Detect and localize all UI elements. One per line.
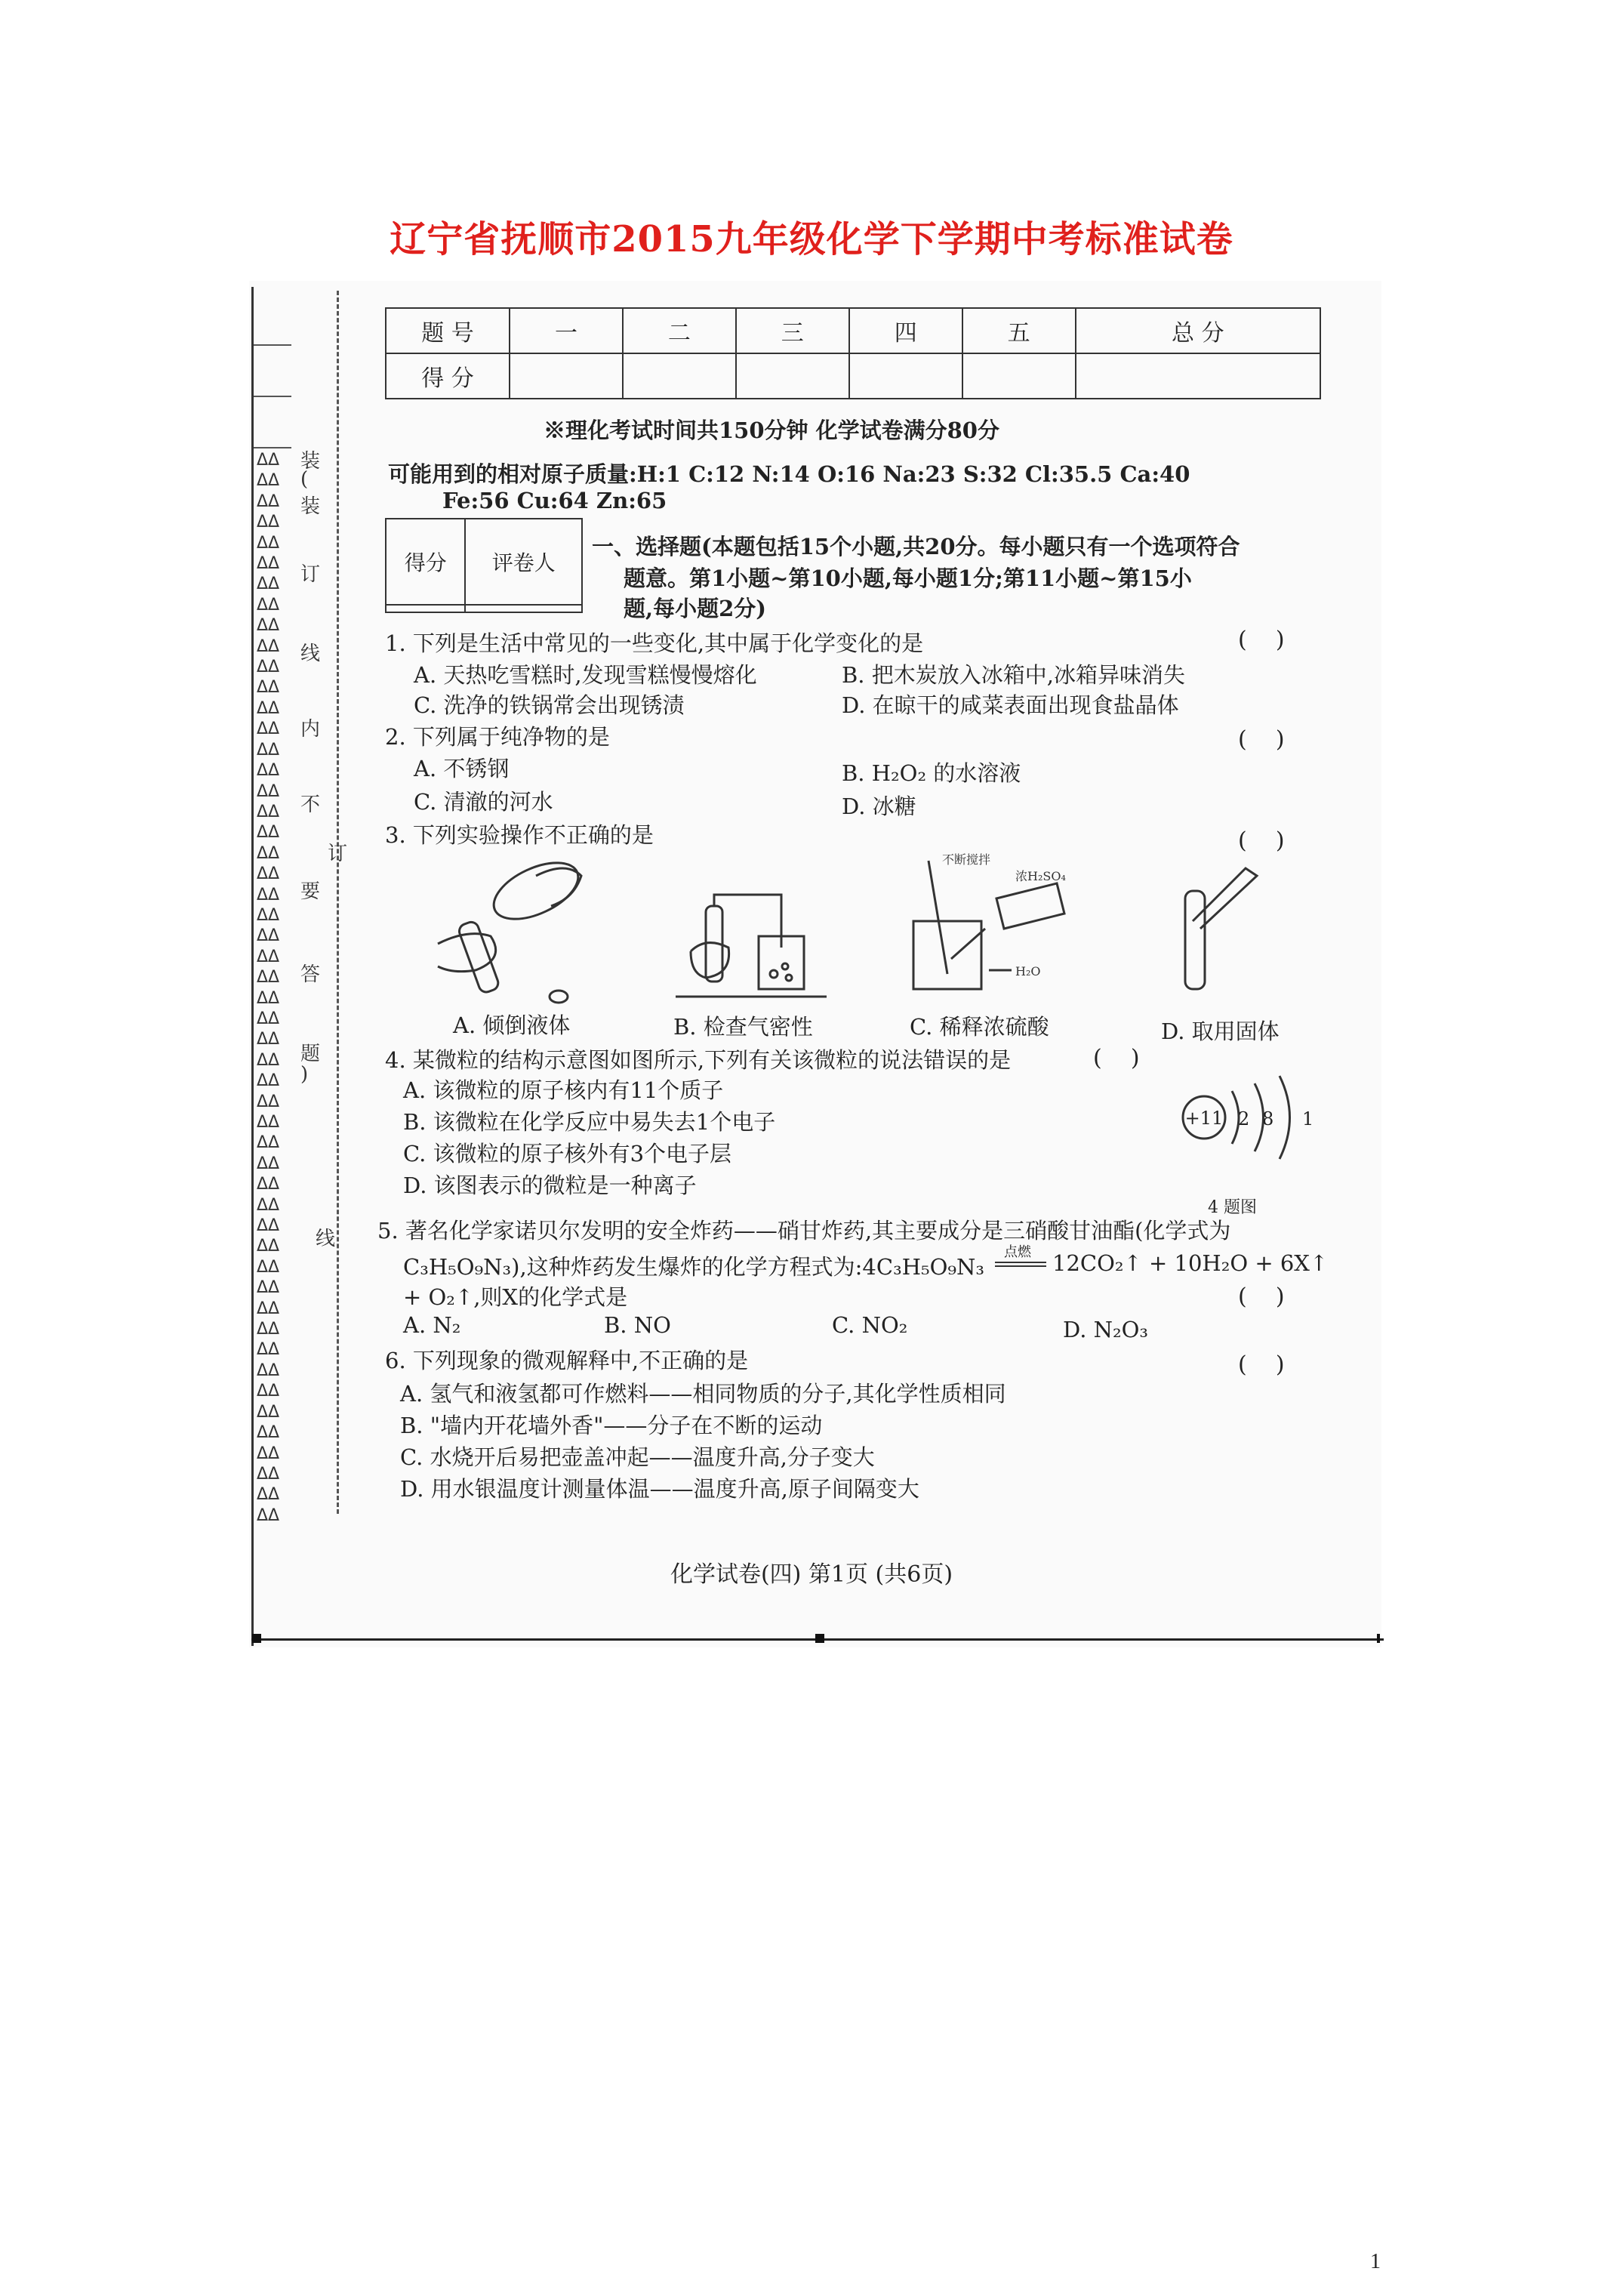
pour-liquid-diagram bbox=[423, 846, 619, 1012]
binding-char: 不 bbox=[300, 794, 321, 816]
reagent-bottle-icon bbox=[485, 851, 587, 930]
atom-structure-diagram bbox=[1178, 1072, 1329, 1178]
question-5-question: + O₂↑,则X的化学式是 bbox=[403, 1284, 628, 1310]
page-footer: 化学试卷(四) 第1页 (共6页) bbox=[670, 1561, 953, 1588]
electron-shell-arc bbox=[1280, 1076, 1290, 1159]
section-one-heading: 一、选择题(本题包括15个小题,共20分。每小题只有一个选项符合 bbox=[592, 534, 1240, 559]
grader-name-cell[interactable] bbox=[465, 605, 582, 612]
binding-char: 订 bbox=[300, 563, 321, 586]
grader-score-label: 得分 bbox=[386, 519, 465, 605]
shell-electrons: 2 bbox=[1238, 1108, 1250, 1130]
question-1-option-c: C. 洗净的铁锅常会出现锈渍 bbox=[414, 692, 685, 718]
score-header-cell: 四 bbox=[849, 308, 962, 353]
score-header-cell: 三 bbox=[736, 308, 849, 353]
question-5-option-b: B. NO bbox=[604, 1312, 671, 1338]
label-water: H₂O bbox=[1015, 964, 1041, 978]
delivery-tube-icon bbox=[714, 895, 781, 948]
answer-paren[interactable]: ( ) bbox=[1238, 1284, 1285, 1310]
question-5-option-d: D. N₂O₃ bbox=[1063, 1317, 1149, 1342]
question-5-option-c: C. NO₂ bbox=[832, 1312, 908, 1338]
answer-paren[interactable]: ( ) bbox=[1238, 1351, 1285, 1378]
grader-name-label: 评卷人 bbox=[465, 519, 582, 605]
score-cell[interactable] bbox=[962, 353, 1076, 399]
label-stir: 不断搅拌 bbox=[942, 852, 991, 867]
question-2-option-d: D. 冰糖 bbox=[842, 794, 916, 819]
equals-sign bbox=[993, 1261, 1048, 1268]
score-header-cell: 五 bbox=[962, 308, 1076, 353]
binding-char: 内 bbox=[300, 718, 321, 741]
score-header-cell: 一 bbox=[510, 308, 623, 353]
spatula-icon bbox=[1193, 868, 1257, 929]
answer-paren[interactable]: ( ) bbox=[1238, 726, 1285, 753]
registration-mark bbox=[1377, 1634, 1380, 1643]
question-1-option-d: D. 在晾干的咸菜表面出现食盐晶体 bbox=[842, 692, 1179, 718]
question-6-option-d: D. 用水银温度计测量体温——温度升高,原子间隔变大 bbox=[400, 1476, 919, 1502]
binding-char: ) bbox=[300, 1063, 309, 1086]
question-1-option-a: A. 天热吃雪糕时,发现雪糕慢慢熔化 bbox=[414, 662, 757, 688]
student-info-boxes bbox=[254, 294, 291, 449]
question-5-option-a: A. N₂ bbox=[403, 1312, 461, 1338]
grader-score-cell[interactable] bbox=[386, 605, 465, 612]
shell-electrons: 8 bbox=[1262, 1108, 1274, 1130]
figure-caption: 4 题图 bbox=[1208, 1198, 1257, 1217]
binding-char: 答 bbox=[300, 963, 321, 986]
question-6-option-a: A. 氢气和液氢都可作燃料——相同物质的分子,其化学性质相同 bbox=[400, 1381, 1006, 1407]
question-2-option-a: A. 不锈钢 bbox=[414, 756, 510, 781]
section-one-heading: 题,每小题2分) bbox=[624, 596, 766, 621]
binding-char: 装 bbox=[300, 450, 321, 473]
binding-char: 线 bbox=[300, 643, 321, 665]
question-4-option-b: B. 该微粒在化学反应中易失去1个电子 bbox=[403, 1109, 776, 1135]
question-2-option-c: C. 清澈的河水 bbox=[414, 789, 553, 815]
score-cell[interactable] bbox=[736, 353, 849, 399]
reaction-condition: 点燃 bbox=[1004, 1244, 1031, 1260]
registration-mark bbox=[252, 1634, 261, 1643]
question-3-option-a: A. 倾倒液体 bbox=[453, 1012, 571, 1038]
binding-char: 订 bbox=[328, 843, 348, 865]
answer-paren[interactable]: ( ) bbox=[1093, 1045, 1140, 1071]
dilute-acid-diagram bbox=[906, 853, 1079, 1004]
test-tube-icon bbox=[1185, 891, 1205, 989]
answer-paren[interactable]: ( ) bbox=[1238, 627, 1285, 653]
score-row-label: 得 分 bbox=[386, 353, 510, 399]
glass-rod-icon bbox=[929, 861, 947, 974]
take-solid-diagram bbox=[1163, 861, 1268, 997]
question-3-stem: 3. 下列实验操作不正确的是 bbox=[385, 822, 654, 848]
question-3-option-c: C. 稀释浓硫酸 bbox=[910, 1014, 1049, 1040]
question-4-stem: 4. 某微粒的结构示意图如图所示,下列有关该微粒的说法错误的是 bbox=[385, 1047, 1012, 1073]
acid-bottle-icon bbox=[996, 883, 1064, 929]
score-header-cell: 总 分 bbox=[1076, 308, 1320, 353]
left-margin-rule bbox=[251, 287, 254, 1646]
binding-char: ( bbox=[300, 468, 309, 491]
binding-char: 题 bbox=[300, 1043, 321, 1065]
score-header-cell: 题 号 bbox=[386, 308, 510, 353]
registration-mark bbox=[815, 1634, 824, 1643]
question-5-equation-left: C₃H₅O₉N₃),这种炸药发生爆炸的化学方程式为:4C₃H₅O₉N₃ bbox=[403, 1254, 985, 1280]
binding-char: 要 bbox=[300, 880, 321, 903]
question-4-option-c: C. 该微粒的原子核外有3个电子层 bbox=[403, 1141, 732, 1166]
triangle-margin-pattern: ΔΔ ΔΔ ΔΔ ΔΔ ΔΔ ΔΔ ΔΔ ΔΔ ΔΔ ΔΔ ΔΔ ΔΔ ΔΔ ΔΔ ΔΔ ΔΔ ΔΔ ΔΔ ΔΔ ΔΔ ΔΔ ΔΔ ΔΔ ΔΔ ΔΔ ΔΔ ΔΔ ΔΔ ΔΔ ΔΔ ΔΔ ΔΔ ΔΔ ΔΔ ΔΔ ΔΔ ΔΔ ΔΔ ΔΔ ΔΔ ΔΔ ΔΔ ΔΔ ΔΔ ΔΔ ΔΔ ΔΔ ΔΔ ΔΔ ΔΔ ΔΔ ΔΔ bbox=[257, 451, 280, 1525]
question-6-option-c: C. 水烧开后易把壶盖冲起——温度升高,分子变大 bbox=[400, 1444, 875, 1470]
question-4-option-d: D. 该图表示的微粒是一种离子 bbox=[403, 1173, 697, 1198]
score-header-cell: 二 bbox=[623, 308, 736, 353]
score-table bbox=[385, 307, 1321, 399]
question-1-option-b: B. 把木炭放入冰箱中,冰箱异味消失 bbox=[842, 662, 1185, 688]
question-1-stem: 1. 下列是生活中常见的一些变化,其中属于化学变化的是 bbox=[385, 630, 924, 656]
score-cell[interactable] bbox=[1076, 353, 1320, 399]
nucleus-charge: +11 bbox=[1184, 1108, 1224, 1129]
score-table-header-row bbox=[386, 308, 1320, 353]
question-5-stem: 5. 著名化学家诺贝尔发明的安全炸药——硝甘炸药,其主要成分是三硝酸甘油酯(化学式为 bbox=[377, 1218, 1231, 1244]
question-5-equation-right: 12CO₂↑ + 10H₂O + 6X↑ bbox=[1052, 1250, 1329, 1276]
binding-char: 线 bbox=[316, 1228, 336, 1250]
binding-dashed-line bbox=[337, 291, 339, 1514]
question-3-option-d: D. 取用固体 bbox=[1161, 1019, 1280, 1044]
beaker-icon bbox=[913, 921, 981, 989]
score-table-score-row bbox=[386, 353, 1320, 399]
section-one-heading: 题意。第1小题~第10小题,每小题1分;第11小题~第15小 bbox=[624, 566, 1192, 591]
label-acid: 浓H₂SO₄ bbox=[1015, 869, 1066, 883]
airtightness-diagram bbox=[676, 891, 827, 1004]
grader-table bbox=[385, 518, 583, 613]
question-6-stem: 6. 下列现象的微观解释中,不正确的是 bbox=[385, 1348, 749, 1373]
document-title: 辽宁省抚顺市2015九年级化学下学期中考标准试卷 bbox=[390, 218, 1233, 260]
question-2-option-b: B. H₂O₂ 的水溶液 bbox=[842, 760, 1021, 786]
score-cell[interactable] bbox=[849, 353, 962, 399]
question-6-option-b: B. "墙内开花墙外香"——分子在不断的运动 bbox=[400, 1413, 823, 1438]
question-4-option-a: A. 该微粒的原子核内有11个质子 bbox=[403, 1077, 724, 1103]
binding-char: 装 bbox=[300, 495, 321, 518]
shell-electrons: 1 bbox=[1302, 1108, 1314, 1130]
question-3-option-b: B. 检查气密性 bbox=[673, 1014, 813, 1040]
score-cell[interactable] bbox=[623, 353, 736, 399]
question-2-stem: 2. 下列属于纯净物的是 bbox=[385, 724, 610, 750]
atomic-mass-line: 可能用到的相对原子质量:H:1 C:12 N:14 O:16 Na:23 S:32 Cl:35.5 Ca:40 bbox=[388, 461, 1190, 487]
stopper-icon bbox=[550, 991, 568, 1003]
page-number: 1 bbox=[1370, 2250, 1381, 2273]
atomic-mass-line: Fe:56 Cu:64 Zn:65 bbox=[442, 488, 667, 513]
score-cell[interactable] bbox=[510, 353, 623, 399]
exam-info: ※理化考试时间共150分钟 化学试卷满分80分 bbox=[544, 418, 999, 443]
answer-paren[interactable]: ( ) bbox=[1238, 827, 1285, 854]
